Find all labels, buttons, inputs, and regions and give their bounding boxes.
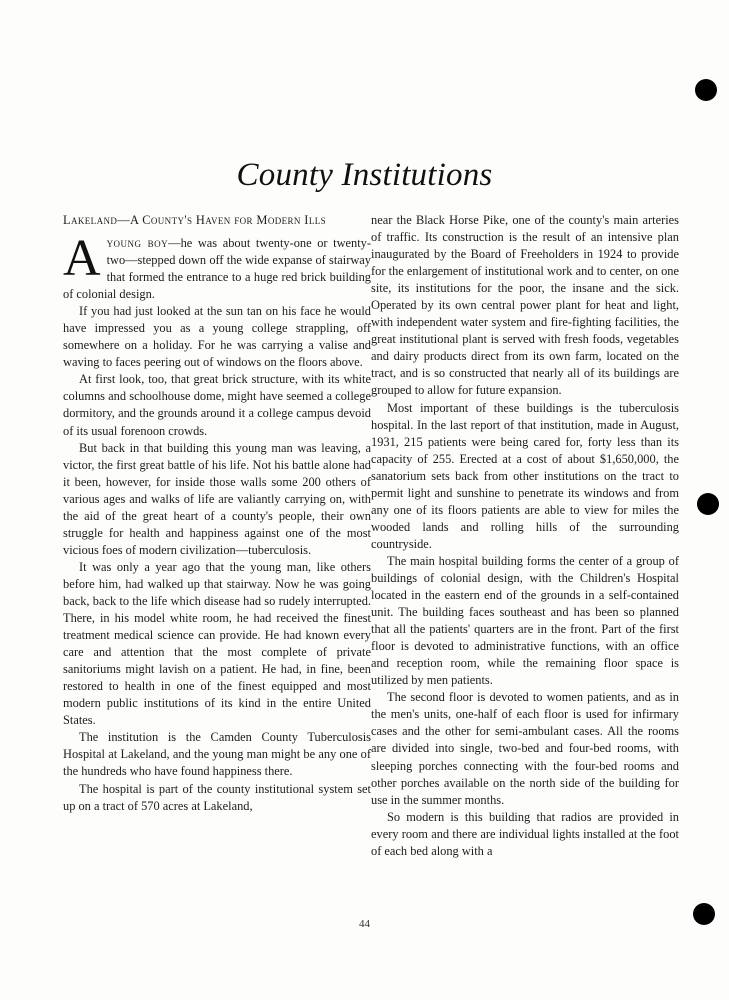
body-paragraph: It was only a year ago that the young man, like others before him, had walked up that stairway. Now he was going back, back to the life which disease had so rudely interrupted. There, in his model white room, he had received the finest treatment medical science can provide. He had known every care and attention that the most complete of private sanitoriums might lavish on a patient. He had, in fine, been restored to health in one of the finest equipped and most modern public institutions of its kind in the entire United States. (63, 559, 371, 728)
body-paragraph: The institution is the Camden County Tuberculosis Hospital at Lakeland, and the young man might be any one of the hundreds who have found happiness there. (63, 730, 371, 779)
opening-small-caps: young boy (106, 236, 169, 250)
drop-cap-letter: A (63, 230, 101, 287)
body-paragraph: The second floor is devoted to women patients, and as in the men's units, one-half of each floor is used for infirmary cases and the other for semi-ambulant cases. All the rooms are divided into single, two-bed and four-bed rooms, with sleeping porches connecting with the four-bed rooms and other porches available on the north side of the building for use in the summer months. (371, 690, 679, 807)
right-column (371, 212, 679, 860)
body-paragraph: If you had just looked at the sun tan on his face he would have impressed you as a young college strappling, off somewhere on a holiday. For he was carrying a valise and waving to faces peering out of windows on the floors above. (63, 304, 371, 370)
body-paragraph-continued: near the Black Horse Pike, one of the county's main arteries of traffic. Its construction is the result of an intensive plan inaugurated by the Board of Freeholders in 1924 to provide for the enlargement of institutional work and to center, on one site, its institutions for the poor, the insane and the sick. Operated by its own central power plant for heat and light, with independent water system and fire-fighting facilities, the great institutional plant is served with fresh foods, vegetables and dairy products direct from its own farm, located on the tract, and is so constructed that nearly all of its buildings are grouped to allow for future expansion. (371, 213, 679, 398)
body-paragraph: The hospital is part of the county institutional system set up on a tract of 570 acres at Lakeland, (63, 781, 371, 813)
body-paragraph: So modern is this building that radios are provided in every room and there are individual lights installed at the foot of each bed along with a (371, 809, 679, 858)
body-paragraph: At first look, too, that great brick structure, with its white columns and schoolhouse dome, might have seemed a college dormitory, and the grounds around it a college campus devoid of its usual forenoon crowds. (63, 372, 371, 438)
page-number: 44 (359, 918, 370, 930)
opening-paragraph-text: —he was about twenty-one or twenty-two—stepped down off the wide expanse of stairway that formed the entrance to a huge red brick building of colonial design. (63, 236, 371, 302)
body-paragraph: Most important of these buildings is the tuberculosis hospital. In the last report of that institution, made in August, 1931, 215 patients were being cared for, forty less than its capacity of 255. Erected at a cost of about $1,650,000, the sanatorium sets back from other institutions on the tract to permit light and sunshine to penetrate its windows and from any one of its floors patients are able to view for miles the wooded lands and rolling hills of the surrounding countryside. (371, 400, 679, 551)
body-paragraph: The main hospital building forms the center of a group of buildings of colonial design, with the Children's Hospital located in the eastern end of the grounds in a self-contained unit. The building faces southeast and has been so planned that all the patients' quarters are in the front. Part of the first floor is devoted to administrative functions, with an office and reception room, while the remaining floor space is utilized by men patients. (371, 553, 679, 688)
page-title: County Institutions (236, 157, 493, 193)
left-column (63, 212, 371, 815)
binder-hole-top (695, 79, 717, 101)
body-paragraph: But back in that building this young man was leaving, a victor, the first great battle of his life. Not his battle alone had it been, however, for inside those walls some 200 others of various ages and walks of life are valiantly carrying on, with the aid of the great heart of a county's people, their own struggle for health and happiness against one of the most vicious foes of modern civilization—tuberculosis. (63, 440, 371, 557)
section-heading: Lakeland—A County's Haven for Modern Ills (63, 213, 327, 227)
binder-hole-middle (697, 493, 719, 515)
opening-paragraph (63, 230, 371, 303)
